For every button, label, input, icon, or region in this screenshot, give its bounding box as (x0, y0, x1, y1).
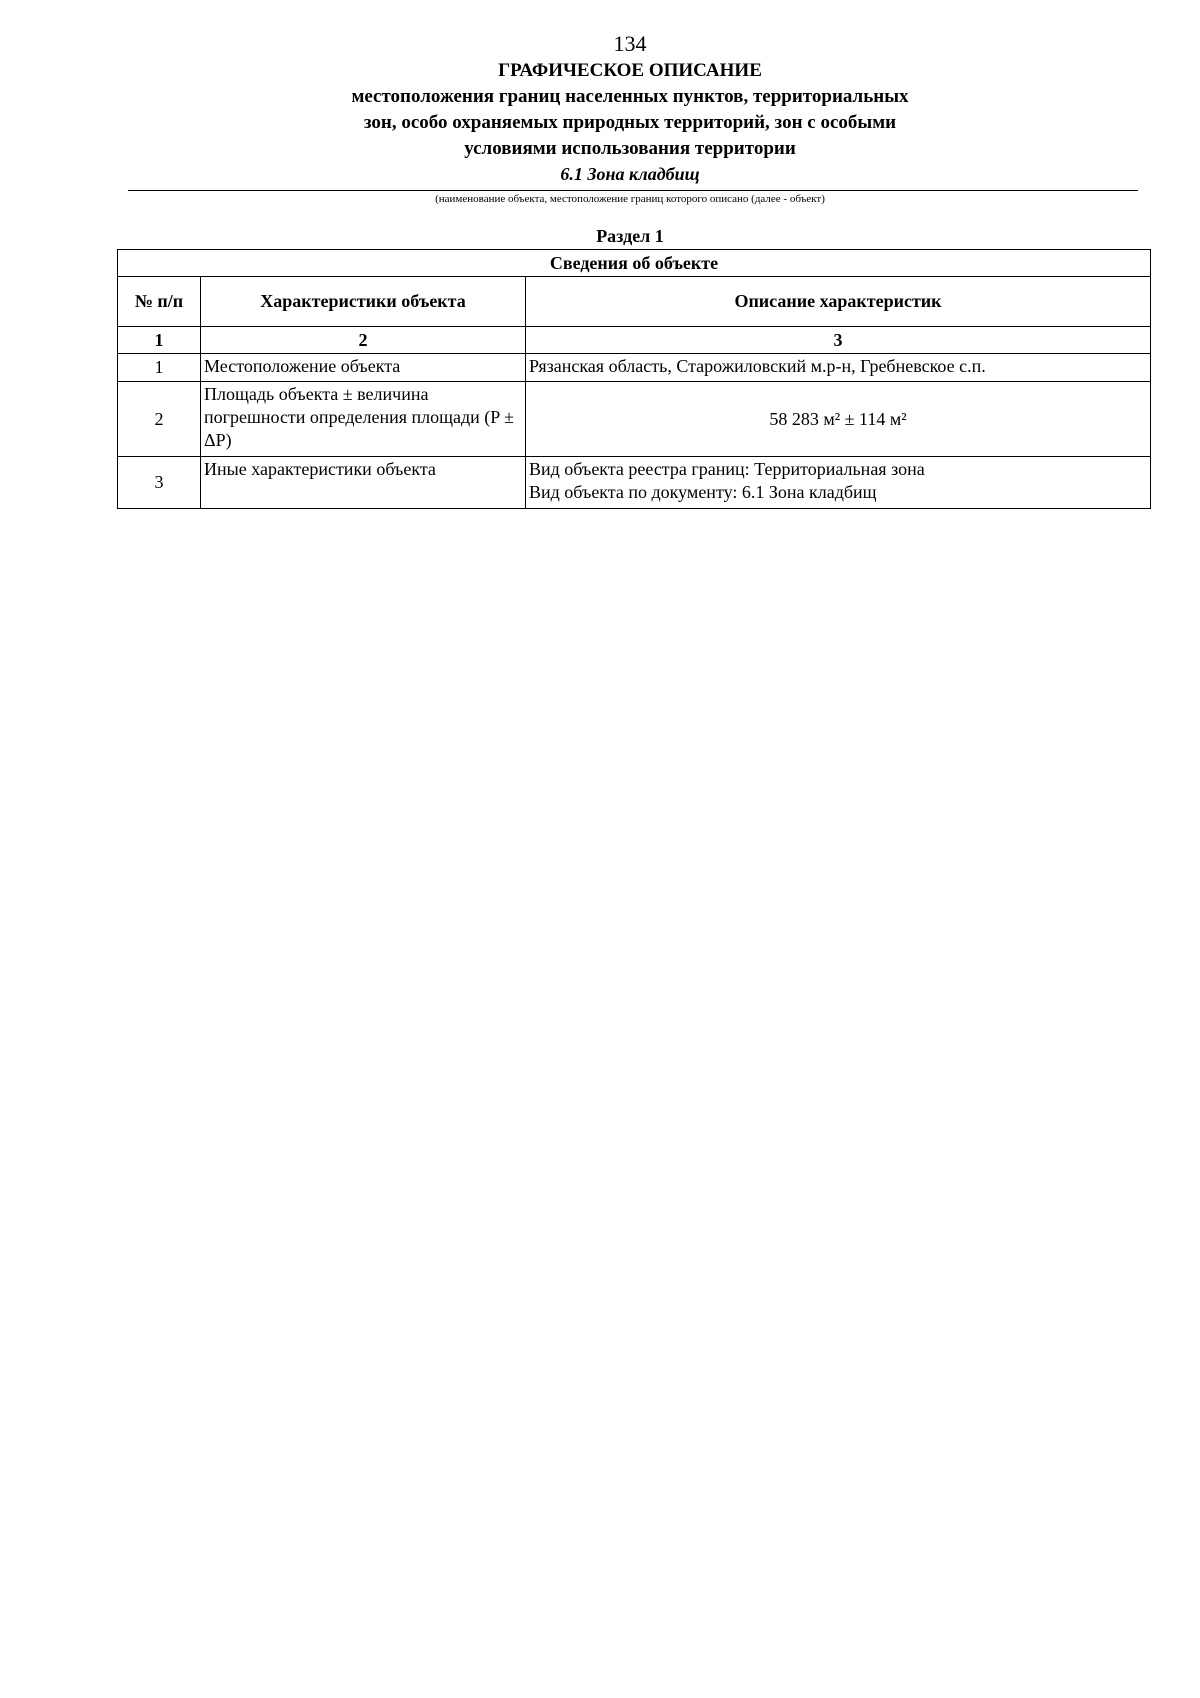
table-row (118, 382, 1151, 457)
object-info-table (117, 249, 1151, 509)
section-title: Раздел 1 (596, 226, 664, 246)
subtitle-line: зон, особо охраняемых природных территорий, зон с особыми (363, 112, 897, 133)
row-value-cell (526, 457, 1151, 509)
header-characteristics: Характеристики объекта (201, 277, 526, 327)
row-value: Вид объекта по документу: 6.1 Зона кладбищ (529, 482, 877, 502)
subtitle-line: условиями использования территории (464, 138, 796, 159)
subtitle-line: местоположения границ населенных пунктов, территориальных (351, 86, 909, 107)
table-title: Сведения об объекте (118, 250, 1151, 277)
object-name: 6.1 Зона кладбищ (560, 164, 700, 184)
object-caption: (наименование объекта, местоположение границ которого описано (далее - объект) (435, 193, 825, 205)
row-name: Иные характеристики объекта (201, 457, 526, 509)
document-title: ГРАФИЧЕСКОЕ ОПИСАНИЕ (498, 60, 762, 81)
row-value: Рязанская область, Старожиловский м.р-н, Гребневское с.п. (526, 354, 1151, 382)
row-number: 1 (118, 354, 201, 382)
row-name: Местоположение объекта (201, 354, 526, 382)
page-number: 134 (613, 31, 647, 56)
header-description: Описание характеристик (526, 277, 1151, 327)
row-value: Вид объекта реестра границ: Территориальная зона (529, 459, 925, 479)
column-number: 1 (118, 327, 201, 354)
row-number: 2 (118, 382, 201, 457)
header-number: № п/п (118, 277, 201, 327)
row-number: 3 (118, 457, 201, 509)
table-row (118, 457, 1151, 509)
table-row (118, 354, 1151, 382)
row-name: Площадь объекта ± величина погрешности определения площади (P ± ΔP) (201, 382, 526, 457)
divider (128, 190, 1138, 191)
column-number: 3 (526, 327, 1151, 354)
row-value: 58 283 м² ± 114 м² (526, 382, 1151, 457)
column-number: 2 (201, 327, 526, 354)
